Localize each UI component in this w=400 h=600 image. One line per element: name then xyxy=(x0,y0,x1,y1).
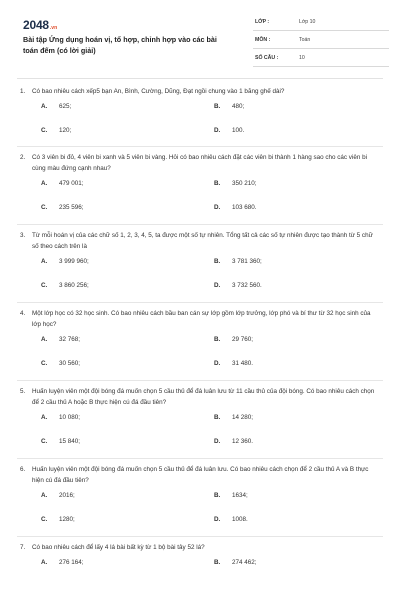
option-letter: C. xyxy=(41,127,48,134)
option-text: 29 760; xyxy=(232,336,254,343)
option-b[interactable] xyxy=(214,413,253,423)
option-letter: A. xyxy=(41,559,48,566)
answer-options xyxy=(17,257,383,305)
option-text: 12 360. xyxy=(232,438,254,445)
answer-options xyxy=(17,335,383,383)
question-body: Có bao nhiêu cách xếp5 bạn An, Bình, Cường, Dũng, Đạt ngồi chung vào 1 băng ghế dài? xyxy=(32,88,285,95)
option-text: 1008. xyxy=(232,516,248,523)
option-c[interactable] xyxy=(41,359,80,369)
option-text: 120; xyxy=(59,127,72,134)
option-text: 479 001; xyxy=(59,180,84,187)
option-letter: B. xyxy=(214,492,221,499)
option-d[interactable] xyxy=(214,126,244,136)
meta-value: Toán xyxy=(299,37,311,43)
option-text: 100. xyxy=(232,127,245,134)
option-b[interactable] xyxy=(214,335,253,345)
option-letter: D. xyxy=(214,438,221,445)
option-text: 3 999 960; xyxy=(59,258,89,265)
option-letter: A. xyxy=(41,336,48,343)
option-d[interactable] xyxy=(214,359,253,369)
question-body: Một lớp học có 32 học sinh. Có bao nhiêu cách bầu ban cán sự lớp gồm lớp trưởng, lớp phó và bí thư từ 32 học sinh của lớp học? xyxy=(32,310,371,328)
option-d[interactable] xyxy=(214,203,257,213)
page-title: Bài tập Ứng dụng hoán vị, tổ hợp, chỉnh hợp vào các bài toán đếm (có lời giải) xyxy=(23,35,217,55)
logo-text: 2048 xyxy=(23,18,49,32)
question-number: 7. xyxy=(20,544,26,551)
option-b[interactable] xyxy=(214,491,248,501)
option-text: 30 560; xyxy=(59,360,81,367)
option-text: 3 781 360; xyxy=(232,258,262,265)
option-letter: B. xyxy=(214,258,221,265)
option-letter: D. xyxy=(214,360,221,367)
question-item xyxy=(17,147,383,225)
question-item xyxy=(17,459,383,537)
question-body: Huấn luyện viên một đội bóng đá muốn chọn 5 cầu thủ để đá luân lưu. Có bao nhiêu cách chọn để 2 cầu thủ A và B thực hiện cú đá đầu tiên? xyxy=(32,466,369,484)
option-text: 32 768; xyxy=(59,336,81,343)
question-body: Huấn luyện viên một đội bóng đá muốn chọn 5 cầu thủ để đá luân lưu từ 11 cầu thủ của đội bóng. Có bao nhiêu cách chọn để 2 cầu thủ A hoặc B thực hiện cú đá đầu tiên? xyxy=(32,388,375,406)
question-number: 6. xyxy=(20,466,26,473)
option-a[interactable] xyxy=(41,558,84,568)
option-letter: C. xyxy=(41,438,48,445)
question-body: Từ mỗi hoán vị của các chữ số 1, 2, 3, 4, 5, ta được một số tự nhiên. Tổng tất cả các số tự nhiên được tạo thành từ 5 chữ số theo cách trên là xyxy=(32,232,373,250)
question-item xyxy=(17,225,383,303)
question-number: 2. xyxy=(20,154,26,161)
option-letter: C. xyxy=(41,282,48,289)
option-a[interactable] xyxy=(41,335,80,345)
option-letter: D. xyxy=(214,282,221,289)
option-d[interactable] xyxy=(214,281,262,291)
option-text: 103 680. xyxy=(232,204,257,211)
option-a[interactable] xyxy=(41,179,84,189)
option-b[interactable] xyxy=(214,558,257,568)
option-text: 274 462; xyxy=(232,559,257,566)
question-text xyxy=(17,542,383,553)
option-letter: A. xyxy=(41,103,48,110)
question-body: Có bao nhiêu cách để lấy 4 lá bài bất kỳ từ 1 bộ bài tây 52 lá? xyxy=(32,544,205,551)
option-a[interactable] xyxy=(41,413,80,423)
meta-row-count xyxy=(253,52,389,67)
option-c[interactable] xyxy=(41,126,71,136)
option-text: 3 732 560. xyxy=(232,282,262,289)
answer-options xyxy=(17,179,383,227)
page-header xyxy=(17,12,383,70)
meta-label: SỐ CÂU : xyxy=(255,55,279,61)
meta-row-subject xyxy=(253,34,389,49)
option-letter: B. xyxy=(214,336,221,343)
site-logo[interactable] xyxy=(23,18,57,32)
question-text xyxy=(17,386,383,408)
option-c[interactable] xyxy=(41,281,89,291)
question-item xyxy=(17,81,383,147)
option-letter: C. xyxy=(41,516,48,523)
question-item xyxy=(17,381,383,459)
option-text: 350 210; xyxy=(232,180,257,187)
question-text xyxy=(17,152,383,174)
answer-options xyxy=(17,102,383,150)
option-a[interactable] xyxy=(41,491,75,501)
answer-options xyxy=(17,491,383,539)
option-text: 10 080; xyxy=(59,414,81,421)
option-letter: C. xyxy=(41,204,48,211)
question-number: 1. xyxy=(20,88,26,95)
option-text: 15 840; xyxy=(59,438,81,445)
question-text xyxy=(17,464,383,486)
option-letter: B. xyxy=(214,559,221,566)
option-letter: A. xyxy=(41,180,48,187)
option-text: 276 164; xyxy=(59,559,84,566)
question-number: 5. xyxy=(20,388,26,395)
question-item xyxy=(17,303,383,381)
question-number: 3. xyxy=(20,232,26,239)
option-text: 625; xyxy=(59,103,72,110)
option-letter: A. xyxy=(41,258,48,265)
question-body: Có 3 viên bi đỏ, 4 viên bi xanh và 5 viên bi vàng. Hỏi có bao nhiêu cách đặt các viên bi thành 1 hàng sao cho các viên bi cùng màu đứng cạnh nhau? xyxy=(32,154,368,172)
option-b[interactable] xyxy=(214,257,262,267)
option-text: 2016; xyxy=(59,492,75,499)
option-text: 14 280; xyxy=(232,414,254,421)
option-letter: C. xyxy=(41,360,48,367)
option-letter: A. xyxy=(41,492,48,499)
question-number: 4. xyxy=(20,310,26,317)
meta-panel xyxy=(253,16,389,70)
option-d[interactable] xyxy=(214,515,248,525)
option-text: 31 480. xyxy=(232,360,254,367)
option-text: 1280; xyxy=(59,516,75,523)
header-divider xyxy=(17,78,383,79)
option-text: 480; xyxy=(232,103,245,110)
option-b[interactable] xyxy=(214,102,244,112)
option-c[interactable] xyxy=(41,203,84,213)
answer-options xyxy=(17,558,383,572)
option-b[interactable] xyxy=(214,179,257,189)
meta-value: 10 xyxy=(299,55,305,61)
option-c[interactable] xyxy=(41,515,75,525)
option-letter: D. xyxy=(214,204,221,211)
question-text xyxy=(17,230,383,252)
option-letter: B. xyxy=(214,414,221,421)
logo-domain: .vn xyxy=(49,25,58,31)
meta-row-class xyxy=(253,16,389,31)
option-a[interactable] xyxy=(41,257,89,267)
meta-value: Lớp 10 xyxy=(299,19,316,25)
option-d[interactable] xyxy=(214,437,253,447)
option-letter: A. xyxy=(41,414,48,421)
option-text: 3 860 256; xyxy=(59,282,89,289)
question-item xyxy=(17,537,383,577)
option-text: 235 596; xyxy=(59,204,84,211)
meta-label: MÔN : xyxy=(255,37,271,43)
option-letter: D. xyxy=(214,127,221,134)
option-letter: B. xyxy=(214,180,221,187)
meta-label: LỚP : xyxy=(255,19,270,25)
question-list xyxy=(17,81,383,577)
option-c[interactable] xyxy=(41,437,80,447)
option-letter: D. xyxy=(214,516,221,523)
option-letter: B. xyxy=(214,103,221,110)
question-text xyxy=(17,86,383,97)
option-a[interactable] xyxy=(41,102,71,112)
question-text xyxy=(17,308,383,330)
option-text: 1634; xyxy=(232,492,248,499)
answer-options xyxy=(17,413,383,461)
